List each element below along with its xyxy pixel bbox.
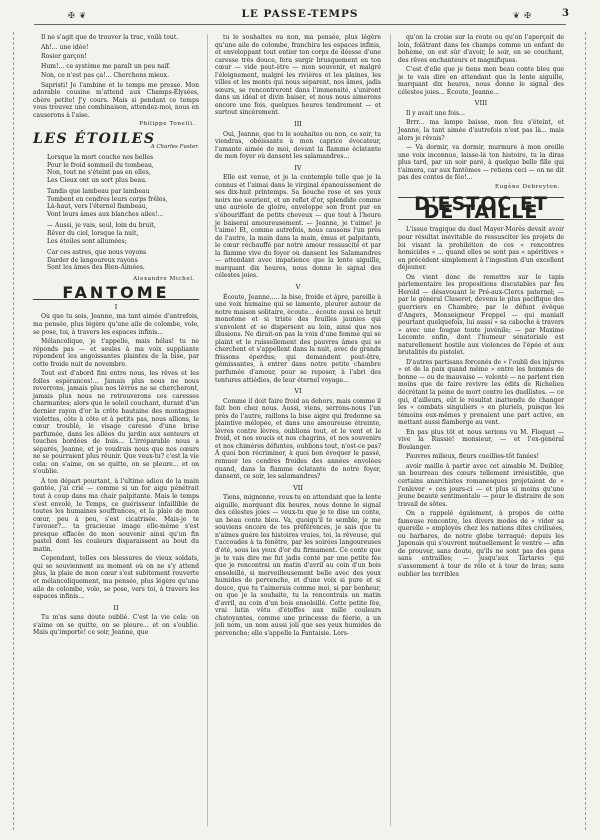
column-3 [398, 34, 564, 580]
paragraph: Cependant, telles ces blessures de vieux soldats, qui se souviennent au moment où on ne s'y attend plus, la plaie de mon cœur s'est subitement rouverte et mélancoliquement, ma pensée, plus légère qu'une aile de colombe, vole, se pose, vers toi, à travers les espaces infinis... [33, 555, 199, 601]
header-ornament-right: ❦ ✠ [513, 11, 532, 20]
paragraph: Sapristi! Je l'ambine et le temps me presse. Mon adorable cousine m'attend aux Champs-Élysées, chère petite! J'y cours. Mais si pendant ce temps vous trouvez une combinaison, attendez-moi, nous en causerons à l'aise. [33, 81, 199, 119]
article-body [398, 226, 564, 578]
poem-line: Là-haut, vers l'éternel flambeau, [47, 203, 148, 211]
column-2 [215, 34, 381, 640]
poem-line: Non, tout ne s'éteint pas en elles, [47, 169, 151, 177]
section-number: III [294, 120, 302, 129]
poem-line: Rêver du ciel, lorsque la nuit, [47, 230, 139, 238]
story-section [215, 398, 381, 481]
story-section [398, 110, 564, 182]
page-header [30, 8, 570, 22]
poem-line: Les Cieux ont un sort plus beau. [47, 176, 147, 184]
column-1 [33, 34, 199, 639]
paragraph: Pauvres milieux, fleurs cueillies-tôt fanées! [406, 453, 540, 461]
poem-line: Pour le froid sommeil du tombeau, [47, 161, 154, 169]
story-section [215, 294, 381, 385]
page-number: 3 [562, 8, 570, 19]
poem-line: Darder de langoureux rayons [47, 256, 138, 264]
paragraph: avoir maille à partir avec cet aimable M. Deibler, un bourreau des cœurs tellement irrésistible, que certains anarchistes romanesques projetaient de « l'enlever » ces jours-ci — et plus si moins qu'une jeune beauté sentimentale — pour le distraire de son travail de sôtes. [398, 462, 564, 508]
signature: Alexandre Michel. [133, 275, 195, 282]
paragraph: C'est d'elle que je tiens mon beau conte bleu que je te vais dire en attendant que la lente aiguille, marquant dix heures, nous donne le signal des célestes joies... Écoute, Jeanne... [398, 66, 564, 96]
poem-stanza [33, 222, 199, 245]
paragraph: Ah!... une idée! [41, 43, 89, 51]
column-separator [207, 34, 208, 826]
paragraph: Il y avait une fois... [406, 109, 465, 117]
paragraph: Hum!... ce système me paraît un peu naïf. [41, 62, 171, 70]
paragraph: Mélancolique, je t'appelle, mais hélas! tu ne réponds pas — et seules à ma voix suppliante répondent les angoissantes plaintes de la bise, par cette froide nuit de novembre. [33, 338, 199, 368]
poem-dedication: A Charles Fuster. [150, 143, 199, 150]
story-section [215, 174, 381, 280]
poem-title: LES ÉTOILES [33, 131, 156, 148]
poem-line: Tandis que lambeau par lambeau [47, 188, 150, 196]
poem-line: Car ces astres, que nous voyons [47, 249, 147, 257]
paragraph: Oui, Jeanne, que tu le souhaites ou non, ce soir, tu viendras, obéissante à mon caprice évocateur, l'amante aimée de moi, devant la flamme éclatante de mon foyer où dansent les salamandres... [215, 130, 381, 161]
poem-line: Tombent en cendres leurs corps frêles, [47, 195, 168, 203]
story-section [33, 614, 199, 637]
paragraph: tu le souhaites ou non, ma pensée, plus légère qu'une aile de colombe, franchira les espaces infinis, et enveloppant tout entier ton corps de déesse d'une caresse très douce, fera surgir brusquement en ton cœur — vide peut-être — mon souvenir, et malgré l'éloignement, malgré les rivières et les plaines, les villes et les monts qui nous séparent, nos âmes, jadis sœurs, se rencontreront dans l'immensité, s'uniront dans un idéal et divin baiser, et nous nous aimerons encore une fois, quelques heures tendrement — et surtout sincèrement. [215, 34, 381, 117]
intro-text [33, 34, 199, 119]
paragraph: — Va dormir, va dormir, murmure à mon oreille une voix inconnue, laisse-là ton histoire, tu la diras plus tard, par un soir paré, à quelque belle fille qui t'aimera, car aux fantômes — retiens ceci — on ne dit pas des contes de fée!... [398, 144, 564, 182]
story-section [398, 34, 564, 96]
paragraph: Tout est d'abord fini entre nous, les rêves et les folles espérances!... Jamais plus nous ne nous reverrons, jamais plus nos lèvres ne se chercheront, jamais plus nous ne retrouverons ces caresses charmantes; alors que le soleil couchant, durant d'un dernier rayon d'or la crête hautaine des montagnes violettes, côte à côte et à petits pas, nous allions, le cœur troublé, le visage caressé d'une brise parfumée, dans les allées du jardin aux senteurs et touches bordées de buis... L'irréparable nous a séparés, Jeanne, et je voudrais nous que nos cœurs ne se pourraient plus réunir. Que veux-tu? c'est la vie cela: on s'aime, on se quitte, on se pleure... et on s'oublie. [33, 370, 199, 476]
section-number: VII [293, 483, 303, 492]
signature: Philippe Tonelli. [139, 121, 195, 128]
poem-line: Lorsque la mort couche nos belles [47, 154, 154, 162]
section-number: IV [294, 163, 302, 172]
paragraph: Tu m'as sans doute oublié. C'est la vie cela: on s'aime on se quitte, on se pleure... et on s'oublie. Mais qu'importe! ce soir, Jeanne, que [33, 614, 199, 637]
paragraph: D'autres partisans forcenés de « l'oubli des injures » et de la paix quand même » entre les hommes de bonne — ou de mauvaise — volonté — ne parlent rien moins que de faire revivre les édits de Richelieu décrétant la peine de mort contre les duellistes. — ce qui, d'ailleurs, eût le résultat inattendu de changer les « combats singuliers » en pluriels, puisque les témoins eux-mêmes y prenaient une part active, en mettant aussi flamberge au vent. [398, 358, 564, 427]
section-number: I [114, 302, 118, 311]
paragraph: Où que tu sois, Jeanne, ma tant aimée d'antrefois, ma pensée, plus légère qu'une aile de colombe, vole, se pose, toi, à travers les espaces infinis... [33, 313, 199, 336]
poem-line: — Aussi, je vais, seul, loin du bruit, [47, 222, 156, 230]
journal-title: LE PASSE-TEMPS [241, 8, 359, 20]
paragraph: On a rappelé également, à propos de cette fameuse rencontre, les divers modes de « vider sa querelle » employés chez les nations dites civilisées, ou barbares, de notre globe terraqué: depuis les Japonais qui s'ouvrent mutuellement le ventre — afin de prouver, sans doute, qu'ils ne sont pas des gens sans entrailles; — jusqu'aux Tartares qui s'assomment à tour de rôle et à tour de bras; sans oublier les terribles [398, 510, 564, 578]
section-number: V [295, 282, 301, 291]
column-separator [390, 34, 391, 826]
poem-stanza [33, 249, 199, 272]
section-number: VI [294, 387, 302, 396]
story-section [215, 131, 381, 161]
paragraph: Rosier garçon! [41, 53, 87, 61]
left-border-ornament [6, 32, 22, 830]
poem-body [33, 154, 199, 272]
article-title: D'ESTOC ET DE TAILLE [398, 197, 564, 220]
poem-line: Les étoiles sont allumées; [47, 237, 127, 245]
paragraph: L'issue tragique du duel Mayer-Morès devait avoir pour résultat inévitable de ressusciter les projets de loi visant la prohibition de ces « rencontres homicides » ... quand elles se sont pas « apéritives » en précédent simplement à l'ingestion d'un excellent déjeuner. [398, 226, 564, 272]
signature: Eugène Debreyton. [495, 183, 560, 190]
poem-line: Vont leurs âmes aux blanches ailes!... [47, 210, 164, 218]
poem-stanza [33, 154, 199, 184]
story-section [215, 494, 381, 637]
paragraph: qu'on la croise sur la route ou qu'on l'aperçoit de loin, folâtrant dans les champs comme un enfant de bohème, on est sûr d'avoir, le soir, en se couchant, des rêves enchanteurs et magnifiques. [398, 34, 564, 64]
paragraph: Brrr... ma lampe baisse, mon feu s'éteint, et Jeanne, la tant aimée d'autrefois n'est pas là... mais alors je rêvais? [398, 119, 564, 142]
paragraph: Comme il doit faire froid au dehors, mais comme il fait bon chez nous. Aussi, viens, serrons-nous l'un près de l'autre, raillons la bise aigre qui fredonne sa plaintive mélopée, et dans une amoureuse étreinte, lèvres contre lèvres, oublions tout, et le vent et le froid, et nos soucis et nos chagrins, et nos souvenirs et nos chimères défuntes, oublions tout, n'est-ce pas? À quoi bon récriminer, à quoi bon évoquer le passé, remuer les cendres froides des années envolées quand, dans la flamme éclatante de notre foyer, dansent, ce soir, les salamandres? [215, 397, 381, 481]
story-section [215, 34, 381, 117]
header-ornament-left: ✠ ❦ [68, 11, 87, 20]
paragraph: Non, ce n'est pas ça!... Cherchons mieux. [41, 72, 170, 80]
paragraph: Elle est venue, et je la contemple telle que je la connus et l'aimai dans le virginal épanouissement de ses dix-huit printemps. Sa bouche rose et ses yeux noirs me sourient, et un reflet d'or, splendide comme une auréole de gloire, enveloppe son front pur en s'ébouriffant de petits cheveux — que tout à l'heure je baiserai amoureusement. — Jeanne, je t'aime! je t'aime! Et, comme autrefois, nous causons l'un près de l'autre, la main dans la main, émus et palpitants, le cœur réchauffé par notre amour ressuscité et par la flamme vive du foyer où dansent les Salamandres — attendant avec impatience que la lente aiguille, marquant dix heures, nous donne le signal des célestes joies. [215, 174, 381, 280]
paragraph: Tiens, mignonne, veux-tu en attendant que la lente aiguille, marquant dix heures, nous donne le signal des célestes joies — veux-tu que je te dise un conte, un beau conte bleu. Va, quoiqu'il te semble, je me souviens encore de tes préférences, je sais que tu n'aimes guère les histoires vraies, toi, la rêveuse, qui t'accoudes à ta fenêtre, par les soirées langoureuses d'été, sous les yeux d'or du firmament. Ce conte que je te vais dire me fut jadis conté par une petite fée que je rencontrai un matin d'avril au coin d'un bois ensoleillé, si merveilleusement belle avec des yeux humides de pervenche, et d'une voix si pure et si douce, que tu t'aimerais comme moi, si par bonheur, ou que je la souhaite, tu la rencontrais un matin d'avril, au coin d'un bois ensoleillé. Cette petite fée, vrai lutin vêtu d'étoffes aux mille couleurs chatoyantes, comme une princesse de féerie, a un joli nom, un nom aussi joli que ses yeux humides de pervenche; elle s'appelle la Fantaisie. Lors- [215, 494, 381, 638]
paragraph: On vient donc de remettre sur le tapis parlementaire les propositions discutables par feu Herold — désavouant le Pré-aux-Clercs paternel; — par le général Cluseret, devenu le plus pacifique des guerriers en Chambre; par le défunt évêque d'Angers, Monseigneur Freppel — qui maniait pourtant quelquefois, lui aussi « sa caboche à travers » avec une fougue toute juvénile; — par Maxime Lecomte enfin, dont l'humeur sénatoriale est naturellement hostile aux violences de l'épée et aux brutalités du pistolet. [398, 273, 564, 357]
section-number: II [113, 603, 119, 612]
right-border-ornament [578, 32, 594, 830]
poem-line: Sont les âmes des Bien-Aimées. [47, 264, 145, 272]
story-section [33, 313, 199, 600]
paragraph: À ton départ pourtant, à l'ultime adieu de la main gantée, j'ai crié — comme si un for aigu pénétrait tout à coup dans ma chair palpitante. Mais le temps s'est envolé, le Temps, ce guérisseur infaillible de toutes les humaines souffrances, et la plaie de mon cœur, peu à peu, s'est cicatrisée. Mais-je te l'avouer?... ta gracieuse image elle-même s'est presque effacée de mon souvenir ainsi qu'un fin pastel dont les couleurs disparaissent au bout du matin. [33, 477, 199, 553]
section-number: VIII [474, 99, 488, 108]
paragraph: En pas plus tôt et nous serions vu M. Floquet — vive la Russie! monsieur, — et l'ex-général Boulanger. [398, 428, 564, 451]
poem-stanza [33, 188, 199, 218]
header-rule [34, 24, 566, 25]
paragraph: Écoute, Jeanne..... la bise, froide et âpre, pareille à une voix humaine qui se lamente, pleurer autour de notre maison solitaire, écoute... écoute aussi ce bruit monotone et si triste des feuilles jaunies qui s'envolent et se dispersent au loin, ainsi que nos illusions. Ne dirait-on pas la voix d'une femme qui se plaint et le ruissellement des pauvres âmes qui se cherchent et s'appellent dans la nuit, avec de grands frissons éperdus; qui demandent peut-être, gémissantes, à entrer dans notre petite chambre parfumée d'amour, pour se reposer, à l'abri des tentures attiédies, de leur éternel voyage... [215, 293, 381, 384]
story-title: FANTOME [33, 289, 199, 300]
paragraph: Il ne s'agit que de trouver la truc, voilà tout. [41, 34, 179, 41]
